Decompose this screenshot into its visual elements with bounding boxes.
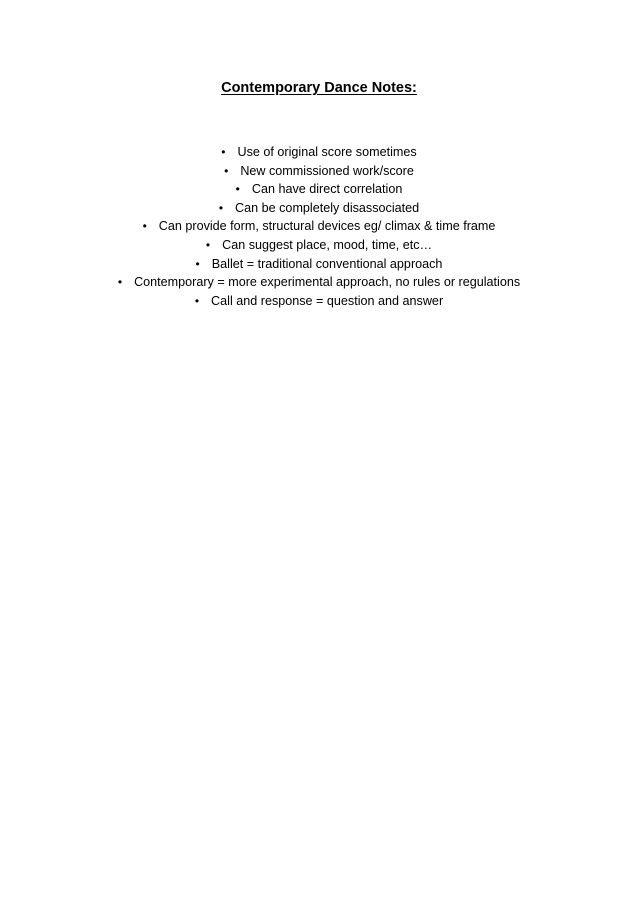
list-item-text: Ballet = traditional conventional approach <box>211 256 443 271</box>
list-item-text: Contemporary = more experimental approach, no rules or regulations <box>134 275 521 290</box>
list-item <box>0 255 638 274</box>
list-item-text: Can suggest place, mood, time, etc… <box>222 237 433 252</box>
bullet-icon: • <box>218 200 224 215</box>
document-title: Contemporary Dance Notes: <box>221 80 417 96</box>
list-item <box>0 217 638 236</box>
bullet-icon: • <box>224 163 229 178</box>
bullet-icon: • <box>205 237 211 252</box>
list-item <box>0 199 638 218</box>
list-item <box>0 162 638 181</box>
bullet-icon: • <box>142 219 147 234</box>
list-item-text: Can be completely disassociated <box>235 200 420 215</box>
list-item <box>0 180 638 199</box>
list-item <box>0 236 638 255</box>
list-item-text: Can provide form, structural devices eg/ climax & time frame <box>158 219 496 234</box>
bullet-icon: • <box>194 293 200 308</box>
list-item <box>0 143 638 162</box>
list-item-text: New commissioned work/score <box>240 163 414 178</box>
list-item <box>0 292 638 311</box>
bullet-icon: • <box>195 256 200 271</box>
bullet-icon: • <box>221 145 226 159</box>
list-item-text: Can have direct correlation <box>251 182 403 197</box>
bullet-icon: • <box>117 275 123 290</box>
list-item-text: Call and response = question and answer <box>211 293 444 308</box>
bullet-icon: • <box>235 182 240 197</box>
list-item-text: Use of original score sometimes <box>237 145 417 159</box>
list-item <box>0 273 638 292</box>
notes-bullet-list <box>0 143 638 310</box>
